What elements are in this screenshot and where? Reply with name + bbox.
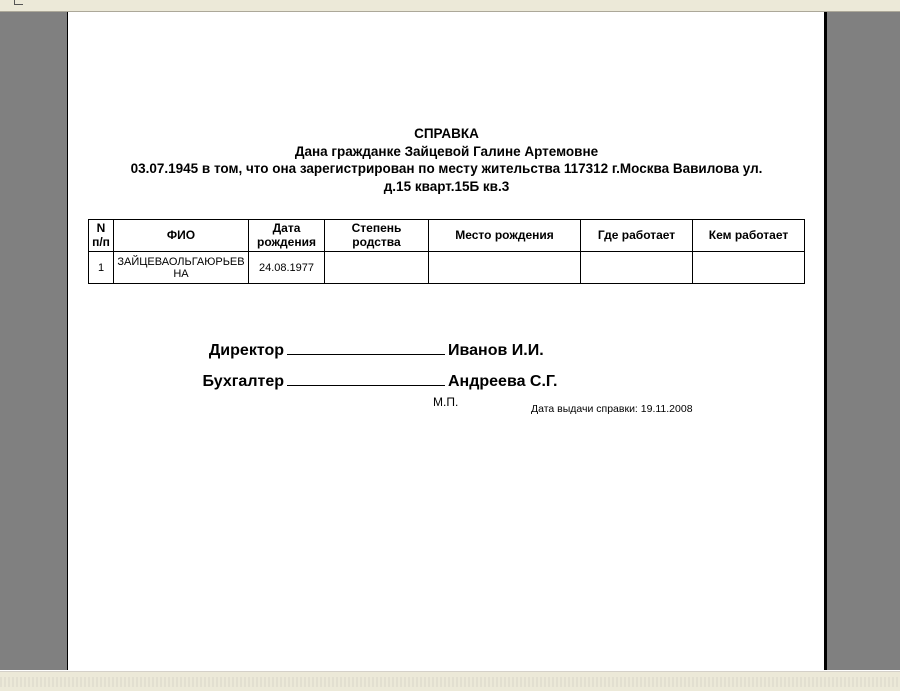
cell-fio: ЗАЙЦЕВАОЛЬГАЮРЬЕВНА: [114, 252, 249, 284]
document-page: [67, 12, 825, 670]
accountant-signature-line: [287, 370, 445, 386]
table-header-row: [89, 220, 805, 252]
scrollbar-track[interactable]: [0, 677, 900, 687]
cell-birth-place: [429, 252, 581, 284]
corner-icon: [14, 0, 23, 5]
page-shadow: [824, 12, 827, 670]
director-signature: [201, 339, 544, 360]
header-fio: ФИО: [114, 220, 249, 252]
header-birth-date: Дата рождения: [249, 220, 325, 252]
cell-workplace: [581, 252, 693, 284]
address-line: д.15 кварт.15Б кв.3: [383, 178, 510, 194]
accountant-role: Бухгалтер: [202, 373, 284, 390]
issue-date: Дата выдачи справки: 19.11.2008: [531, 403, 693, 415]
accountant-signature: [195, 370, 557, 391]
director-signature-line: [287, 339, 445, 355]
cell-num: 1: [89, 252, 114, 284]
cell-position: [693, 252, 805, 284]
cell-kinship: [325, 252, 429, 284]
accountant-name: Андреева С.Г.: [448, 373, 558, 390]
top-toolbar: [0, 0, 900, 12]
header-position: Кем работает: [693, 220, 805, 252]
table-row: [89, 252, 805, 284]
director-name: Иванов И.И.: [448, 342, 544, 359]
document-header: [88, 125, 805, 195]
bottom-scrollbar[interactable]: [0, 670, 900, 691]
header-workplace: Где работает: [581, 220, 693, 252]
registration-line: 03.07.1945 в том, что она зарегистрирован по месту жительства 117312 г.Москва Вавилова ул.: [130, 161, 763, 176]
document-title: СПРАВКА: [414, 126, 479, 141]
cell-birth-date: 24.08.1977: [249, 252, 325, 284]
header-num: N п/п: [89, 220, 114, 252]
director-role: Директор: [208, 342, 284, 359]
header-kinship: Степень родства: [325, 220, 429, 252]
stamp-label: М.П.: [433, 395, 459, 409]
recipient-line: Дана гражданке Зайцевой Галине Артемовне: [294, 143, 599, 159]
header-birth-place: Место рождения: [429, 220, 581, 252]
relatives-table: [88, 219, 805, 284]
